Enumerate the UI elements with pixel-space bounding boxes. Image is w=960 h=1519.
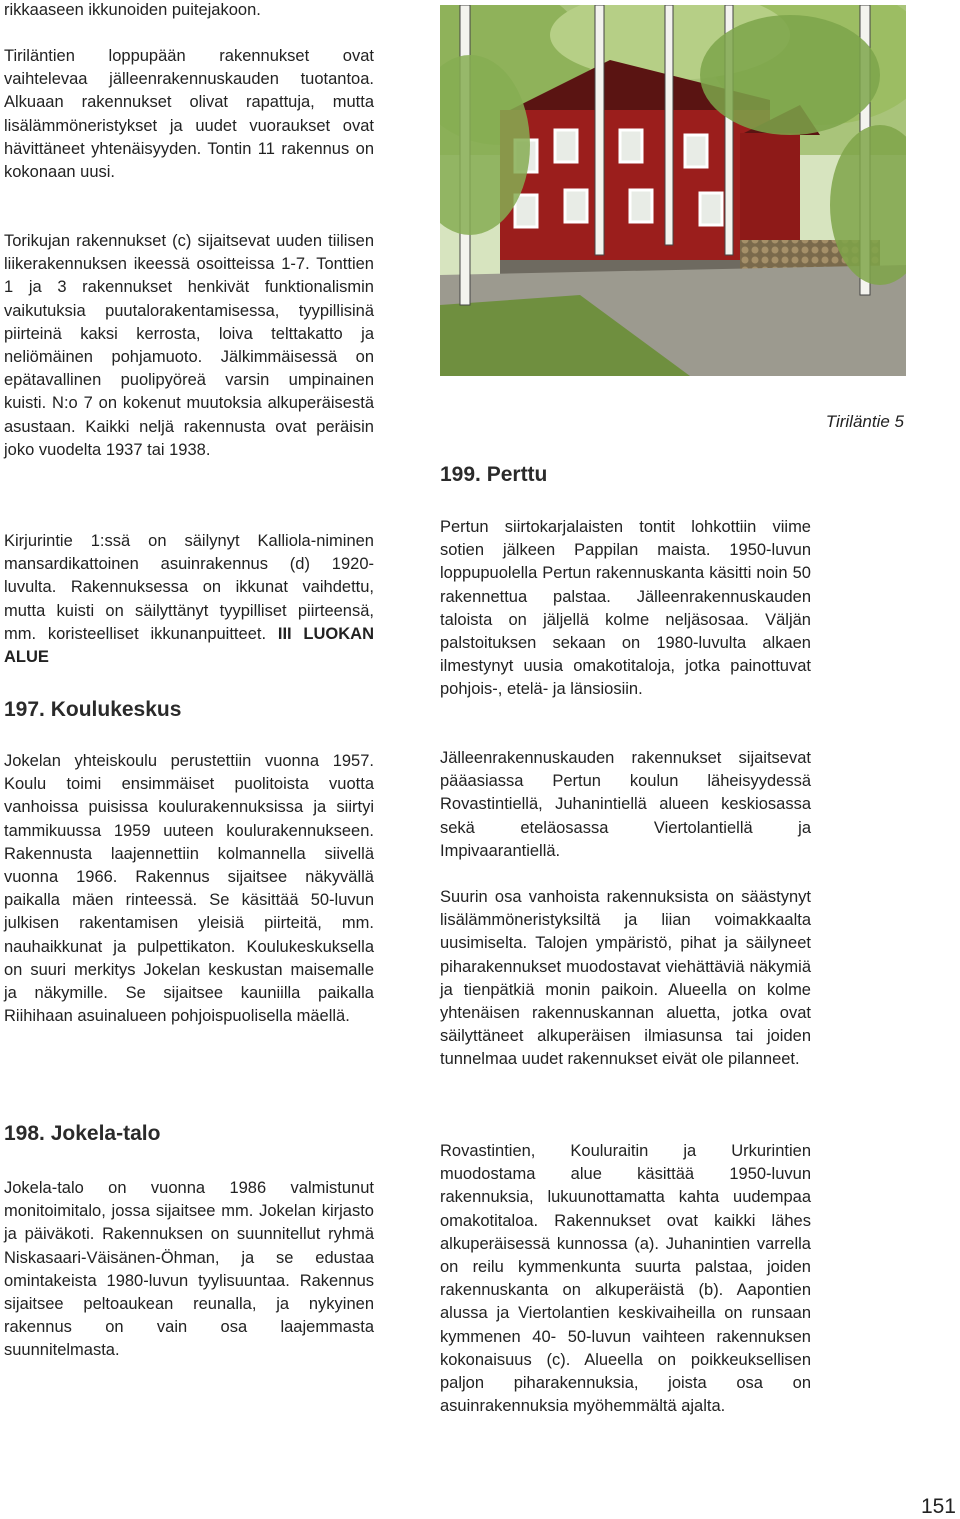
perttu-paragraph-2: Jälleenrakennuskauden rakennukset sijaitsevat pääasiassa Pertun koulun läheisyydessä Rovastintiellä, Juhanintiellä alueen keskiosassa sekä eteläosassa Viertolantiellä ja Impivaarantiellä.	[440, 749, 811, 860]
photo-caption: Tiriläntie 5	[825, 412, 904, 431]
heading-198: 198. Jokela-talo	[4, 1122, 161, 1145]
torikuja-paragraph: Torikujan rakennukset (c) sijaitsevat uuden tiilisen liikerakennuksen ikeessä osoitteissa 1-7. Tonttien 1 ja 3 rakennukset henkivät funktionalismin vaikutuksia puutalorakentamisessa, tyypillisinä piirteinä kaksi kerrosta, loiva telttakatto ja neliömäinen pohjamuoto. Jälkimmäisessä on epätavallinen puolipyöreä varsin umpinainen kuisti. N:o 7 on kokenut muutoksia alkuperäisestä asustaan. Kaikki neljä rakennusta ovat peräisin joko vuodelta 1937 tai 1938.	[4, 232, 374, 459]
kirjurintie-text: Kirjurintie 1:ssä on säilynyt Kalliola-niminen mansardikattoinen asuinrakennus (d) 1920-luvulta. Rakennuksessa on ikkunat vaihdettu, mutta kuisti on säilyttänyt tyypilliset piirteensä, mm. koristeelliset ikkunanpuitteet.	[4, 532, 374, 643]
right-column	[440, 0, 811, 1518]
perttu-paragraph-3: Suurin osa vanhoista rakennuksista on säästynyt lisälämmöneristyksiltä ja liian voimakkaalta uusimiselta. Talojen ympäristö, pihat ja säilyneet piharakennukset muodostavat viehättäviä näkymiä ja tienpätkiä monin paikoin. Alueella on kolme yhtenäisen rakennuskannan aluetta, jotka ovat säilyttäneet alkuperäisen ilmiasunsa tai joiden tunnelmaa uudet rakennukset eivät ole pilanneet.	[440, 888, 811, 1069]
class-label: III LUOKAN ALUE	[4, 624, 374, 667]
intro-tail-paragraph: rikkaaseen ikkunoiden puitejakoon.	[4, 1, 261, 19]
perttu-paragraph-4: Rovastintien, Kouluraitin ja Urkurintien muodostama alue käsittää 1950-luvun rakennuksia, lukuunottamatta kahta uudempaa omakotitaloa. Rakennukset ovat kaikki lähes alkuperäisessä kunnossa (a). Juhanintien varrella on reilu kymmenkunta suurta palstaa, joiden rakennuskanta on alkuperäistä (b). Aapontien alussa ja Viertolantien keskivaiheilla on runsaan kymmenen 40- 50-luvun vaihteen rakennuksen kokonaisuus (c). Alueella on poikkeuksellisen paljon piharakennuksia, joista osa on asuinrakennuksia myöhemmältä ajalta.	[440, 1142, 811, 1416]
heading-199: 199. Perttu	[440, 463, 548, 486]
perttu-paragraph-1: Pertun siirtokarjalaisten tontit lohkottiin viime sotien jälkeen Pappilan maista. 1950-luvun loppupuolella Pertun rakennuskanta käsitti noin 50 rakennettua palstaa. Jälleenrakennuskauden taloista on jäljellä kolme neljäsosaa. Väljän palstoituksen sekaan on 1980-luvulta alkaen ilmestynyt uusia omakotitaloja, jotka painottuvat pohjois-, etelä- ja länsiosiin.	[440, 518, 811, 699]
heading-197: 197. Koulukeskus	[4, 698, 182, 721]
koulukeskus-paragraph: Jokelan yhteiskoulu perustettiin vuonna 1957. Koulu toimi ensimmäiset puolitoista vuotta vanhoissa puisissa koulurakennuksissa ja siirtyi tammikuussa 1959 uuteen koulurakennukseen. Rakennusta laajennettiin kolmannella siivellä vuonna 1966. Rakennus sijaitsee näkyvällä paikalla mäen rinteessä. Se käsittää 50-luvun julkisen rakentamisen yleisiä piirteitä, mm. nauhaikkunat ja pulpettikaton. Koulukeskuksella on suuri merkitys Jokelan keskustan maisemalle ja näkymille. Se sijaitsee kauniilla paikalla Riihihaan asuinalueen pohjoispuolisella mäellä.	[4, 752, 374, 1026]
kirjurintie-paragraph	[4, 530, 374, 669]
left-column	[4, 0, 374, 1518]
tirilantie-paragraph: Tiriläntien loppupään rakennukset ovat vaihtelevaa jälleenrakennuskauden tuotantoa. Alkuaan rakennukset olivat rapattuja, mutta lisälämmöneristykset ja uudet vuoraukset ovat hävittäneet yhtenäisyyden. Tontin 11 rakennus on kokonaan uusi.	[4, 47, 374, 182]
page-number: 151	[920, 1495, 956, 1518]
jokela-talo-paragraph: Jokela-talo on vuonna 1986 valmistunut monitoimitalo, jossa sijaitsee mm. Jokelan kirjasto ja päiväkoti. Rakennuksen on suunnitellut ryhmä Niskasaari-Väisänen-Öhman, ja se edustaa omintakeista 1980-luvun tyylisuuntaa. Rakennus sijaitsee peltoaukean reunalla, ja nykyinen rakennus on vain osa laajemmasta suunnitelmasta.	[4, 1179, 374, 1360]
